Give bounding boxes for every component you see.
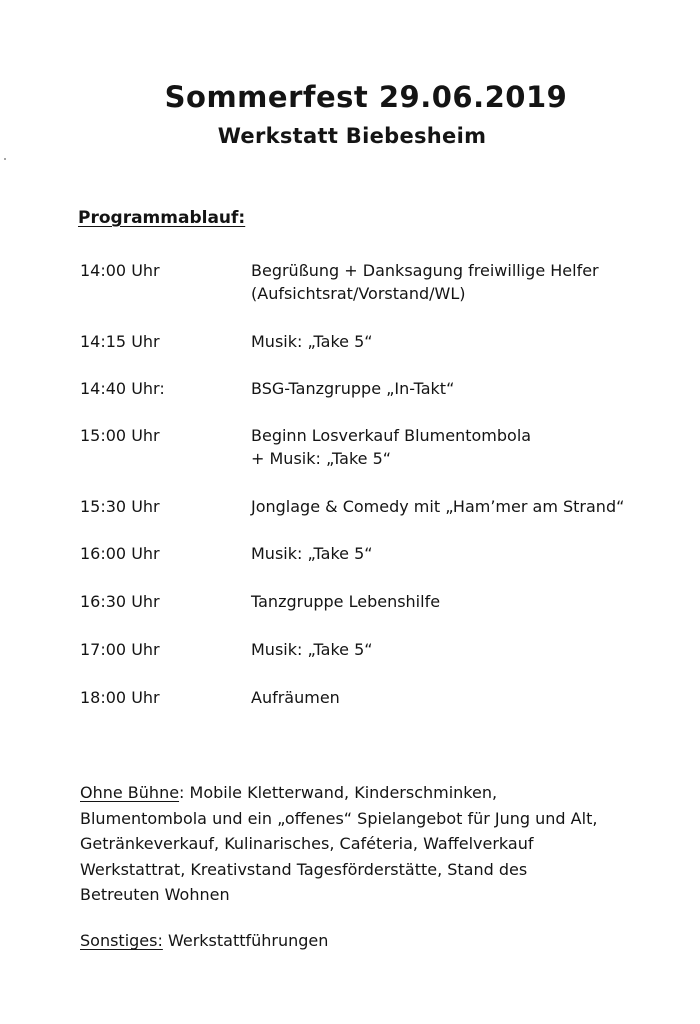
schedule-event [251, 330, 671, 353]
schedule-event-line: Jonglage & Comedy mit „Ham’mer am Strand“ [251, 497, 625, 516]
section-heading-programm: Programmablauf: [78, 208, 246, 228]
notes-label-sonstiges: Sonstiges: [80, 931, 163, 950]
schedule-time: 16:00 Uhr [80, 544, 160, 563]
schedule-event [251, 377, 671, 400]
schedule-time: 18:00 Uhr [80, 688, 160, 707]
schedule-event [251, 590, 671, 613]
schedule-time: 14:00 Uhr [80, 261, 160, 280]
notes-line: Betreuten Wohnen [80, 885, 230, 904]
schedule-event [251, 542, 671, 565]
schedule-event [251, 424, 671, 470]
schedule-time: 15:00 Uhr [80, 426, 160, 445]
schedule-event-line: Aufräumen [251, 688, 340, 707]
schedule-event-line: + Musik: „Take 5“ [251, 449, 392, 468]
schedule-event-line: BSG-Tanzgruppe „In-Takt“ [251, 379, 455, 398]
schedule-time: 15:30 Uhr [80, 497, 160, 516]
schedule-event-line: Begrüßung + Danksagung freiwillige Helfer [251, 261, 599, 280]
notes-line: Getränkeverkauf, Kulinarisches, Caféteria, Waffelverkauf [80, 834, 534, 853]
schedule-event-line: Musik: „Take 5“ [251, 332, 373, 351]
page-subtitle: Werkstatt Biebesheim [217, 124, 487, 148]
schedule-event-line: Tanzgruppe Lebenshilfe [251, 592, 441, 611]
schedule-time: 14:15 Uhr [80, 332, 160, 351]
schedule-time: 17:00 Uhr [80, 640, 160, 659]
notes-text: : Mobile Kletterwand, Kinderschminken, [179, 783, 498, 802]
notes-line: Werkstattrat, Kreativstand Tagesförderstätte, Stand des [80, 859, 528, 879]
schedule-event [251, 495, 671, 518]
page-title: Sommerfest 29.06.2019 [164, 80, 568, 114]
notes-sonstiges [80, 928, 328, 953]
schedule-time: 16:30 Uhr [80, 592, 160, 611]
schedule-event [251, 259, 671, 305]
schedule-event-line: Musik: „Take 5“ [251, 544, 373, 563]
schedule-event-line: Beginn Losverkauf Blumentombola [251, 426, 532, 445]
notes-sonstiges-text: Werkstattführungen [162, 931, 329, 950]
notes-line: Blumentombola und ein „offenes“ Spielangebot für Jung und Alt, [80, 808, 598, 828]
scan-speck [4, 158, 6, 160]
notes-line [80, 780, 640, 806]
schedule-event-line: (Aufsichtsrat/Vorstand/WL) [251, 284, 466, 303]
schedule-event [251, 638, 671, 661]
notes-label-ohne-buehne: Ohne Bühne [80, 783, 180, 802]
notes-ohne-buehne [80, 780, 640, 908]
schedule-event-line: Musik: „Take 5“ [251, 640, 373, 659]
schedule-event [251, 686, 671, 709]
schedule-time: 14:40 Uhr: [80, 379, 165, 398]
